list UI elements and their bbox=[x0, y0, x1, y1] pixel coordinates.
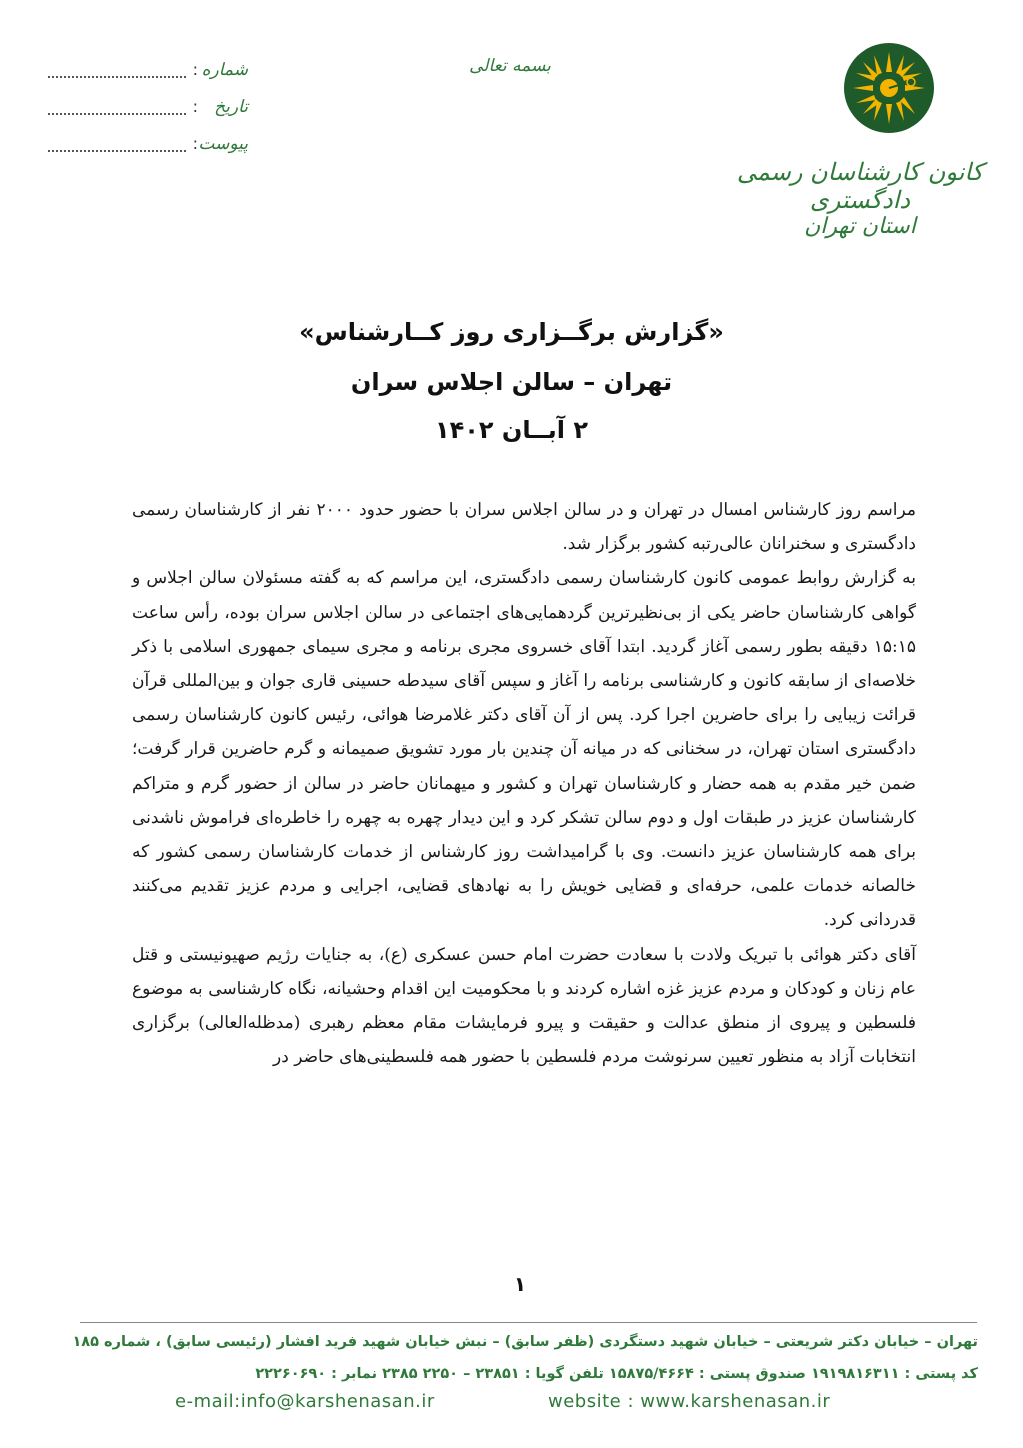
footer-email: e-mail:info@karshenasan.ir bbox=[175, 1391, 435, 1412]
bismillah-heading: بسمه تعالی bbox=[469, 56, 551, 76]
page-number: ۱ bbox=[513, 1272, 527, 1296]
sunflower-emblem-icon bbox=[843, 42, 935, 134]
number-label: شماره bbox=[201, 60, 248, 80]
footer-address: تهران – خیابان دکتر شریعتی – خیابان شهید دستگردی (ظفر سابق) – نبش خیابان شهید فرید افشار (رئیسی سابق) ، شماره ۱۸۵ bbox=[72, 1334, 978, 1350]
attachment-field bbox=[48, 134, 248, 160]
number-dotted-line bbox=[48, 76, 186, 78]
organization-province: استان تهران bbox=[804, 214, 916, 239]
attachment-colon: : bbox=[192, 134, 198, 153]
body-paragraph: به گزارش روابط عمومی کانون کارشناسان رسمی دادگستری، این مراسم که به گفته مسئولان سالن اجلاس و گواهی کارشناسان حاضر یکی از بی‌نظیرترین گردهمایی‌های اجتماعی در سالن اجلاس سران بوده، رأس ساعت ۱۵:۱۵ دقیقه بطور رسمی آغاز گردید. ابتدا آقای خسروی مجری برنامه و مجری سیمای جمهوری اسلامی با ذکر خلاصه‌ای از سابقه کانون و کارشناسی برنامه را آغاز و سپس آقای سیدطه حسینی قاری جوان و بین‌المللی قرآن قرائت زیبایی را برای حاضرین اجرا کرد. پس از آن آقای دکتر غلامرضا هوائی، رئیس کانون کارشناسان رسمی دادگستری استان تهران، در سخنانی که در میانه آن چندین بار مورد تشویق صمیمانه و گرم حاضرین قرار گرفت؛ ضمن خیر مقدم به همه حضار و کارشناسان تهران و کشور و میهمانان حاضر در سالن از حضور گرم و متراکم کارشناسان عزیز در طبقات اول و دوم سالن تشکر کرد و این دیدار چهره به چهره را خاطره‌ای فراموش ناشدنی برای همه کارشناسان عزیز دانست. وی با گرامیداشت روز کارشناس از خدمات کارشناسان رسمی کشور که خالصانه خدمات علمی، حرفه‌ای و قضایی خویش را به نهادهای قضایی، اجرایی و مردم عزیز تقدیم می‌کنند قدردانی کرد. bbox=[132, 568, 916, 931]
footer-contacts: کد پستی : ۱۹۱۹۸۱۶۳۱۱ صندوق پستی : ۱۵۸۷۵/۴۶۶۴ تلفن گویا : ۲۳۸۵۱ – ۲۲۵۰ ۲۳۸۵ نمابر : ۲۲۲۶۰۶۹۰ bbox=[255, 1366, 978, 1382]
date-colon: : bbox=[192, 97, 198, 116]
number-field bbox=[48, 60, 248, 86]
report-date: ۲ آبــان ۱۴۰۲ bbox=[434, 416, 589, 444]
footer-website: website : www.karshenasan.ir bbox=[548, 1391, 831, 1412]
report-location: تهران – سالن اجلاس سران bbox=[350, 368, 673, 396]
date-dotted-line bbox=[48, 113, 186, 115]
organization-name: کانون کارشناسان رسمی دادگستری bbox=[736, 158, 984, 214]
number-colon: : bbox=[192, 60, 198, 79]
report-body bbox=[132, 493, 916, 1074]
date-label: تاریخ bbox=[214, 97, 248, 117]
footer-divider bbox=[80, 1322, 977, 1323]
attachment-dotted-line bbox=[48, 150, 186, 152]
date-field bbox=[48, 97, 248, 123]
body-paragraph: آقای دکتر هوائی با تبریک ولادت با سعادت حضرت امام حسن عسکری (ع)، به جنایات رژیم صهیونیستی و قتل عام زنان و کودکان و مردم عزیز غزه اشاره کردند و با محکومیت این اقدام وحشیانه، نگاه کارشناسی به موضوع فلسطین و پیروی از منطق عدالت و حقیقت و پیرو فرمایشات مقام معظم رهبری (مدظله‌العالی) برگزاری انتخابات آزاد به منظور تعیین سرنوشت مردم فلسطین با حضور همه فلسطینی‌های حاضر در bbox=[132, 944, 916, 1068]
body-paragraph: مراسم روز کارشناس امسال در تهران و در سالن اجلاس سران با حضور حدود ۲۰۰۰ نفر از کارشناسان رسمی دادگستری و سخنرانان عالی‌رتبه کشور برگزار شد. bbox=[132, 500, 916, 555]
report-title: «گزارش برگــزاری روز کــارشناس» bbox=[299, 318, 724, 346]
attachment-label: پیوست bbox=[198, 134, 248, 154]
